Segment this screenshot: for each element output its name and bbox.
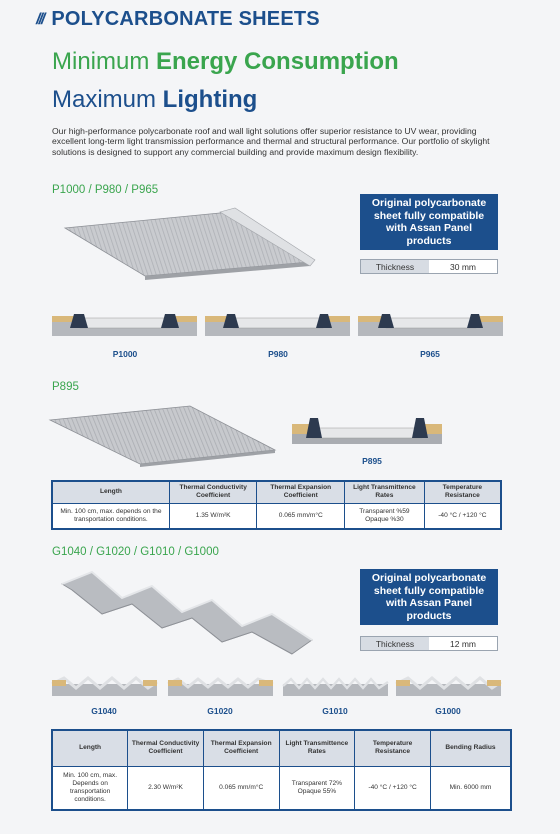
- thickness-value: 12 mm: [450, 638, 476, 649]
- cell-thermal-expansion: 0.065 mm/m°C: [203, 766, 279, 810]
- profile-image-g1000: [396, 676, 501, 698]
- cell-thermal-conductivity: 1.35 W/m²K: [169, 503, 257, 529]
- headline-lighting: [52, 86, 257, 114]
- spec-table-row: [52, 503, 501, 529]
- cell-length: Min. 100 cm, max. depends on the transportation conditions.: [52, 503, 169, 529]
- page-header: [36, 8, 320, 31]
- caption-g1000: G1000: [435, 706, 461, 716]
- headline-lighting-light: Maximum: [52, 86, 163, 113]
- header-thermal-expansion: Thermal Expansion Coefficient: [257, 481, 345, 503]
- profile-image-p980: [205, 310, 350, 340]
- compatibility-box-p-series: Original polycarbonate sheet fully compatible with Assan Panel products: [360, 194, 498, 250]
- section-title-p895: P895: [52, 381, 79, 393]
- section-title-p-series: P1000 / P980 / P965: [52, 184, 159, 196]
- spec-table-p895: [51, 480, 502, 530]
- caption-g1020: G1020: [207, 706, 233, 716]
- headline-energy: [52, 48, 399, 76]
- spec-table-header-row: [52, 481, 501, 503]
- header-thermal-expansion: Thermal Expansion Coefficient: [203, 730, 279, 766]
- caption-p980: P980: [268, 349, 288, 359]
- cell-light-transmittence: Transparent 72% Opaque 55%: [279, 766, 355, 810]
- profile-image-g1010: [283, 676, 388, 698]
- spec-table-g-series: [51, 729, 512, 811]
- thickness-label: Thickness: [361, 260, 429, 273]
- caption-p895: P895: [362, 456, 382, 466]
- profile-image-p1000: [52, 310, 197, 340]
- header-length: Length: [52, 481, 169, 503]
- header-light-transmittence: Light Transmittence Rates: [279, 730, 355, 766]
- headline-energy-light: Minimum: [52, 48, 157, 75]
- thickness-value: 30 mm: [450, 261, 476, 272]
- cell-temperature-resistance: -40 °C / +120 °C: [424, 503, 501, 529]
- profile-image-p965: [358, 310, 503, 340]
- cell-temperature-resistance: -40 °C / +120 °C: [355, 766, 431, 810]
- p-series-sheet-image: [60, 200, 320, 280]
- header-thermal-conductivity: Thermal Conductivity Coefficient: [128, 730, 204, 766]
- compatibility-box-g-series: Original polycarbonate sheet fully compatible with Assan Panel products: [360, 569, 498, 625]
- header-temperature-resistance: Temperature Resistance: [355, 730, 431, 766]
- profile-image-p895: [292, 416, 442, 452]
- intro-paragraph: Our high-performance polycarbonate roof and wall light solutions offer superior resistance to UV wear, providing excellent long-term light transmission performance and thermal and structural performance. Our portfolio of skylight solutions is designed to support any commercial building and provide maximum design flexibility.: [52, 126, 490, 157]
- header-bending-radius: Bending Radius: [430, 730, 511, 766]
- section-title-g-series: G1040 / G1020 / G1010 / G1000: [52, 546, 219, 558]
- thickness-row-p-series: [360, 259, 498, 274]
- p895-sheet-image: [50, 398, 280, 468]
- profile-image-g1040: [52, 676, 157, 698]
- cell-thermal-conductivity: 2.30 W/m²K: [128, 766, 204, 810]
- caption-p1000: P1000: [112, 349, 138, 359]
- headline-energy-bold: Energy Consumption: [156, 48, 399, 75]
- header-thermal-conductivity: Thermal Conductivity Coefficient: [169, 481, 257, 503]
- cell-light-transmittence: Transparent %59 Opaque %30: [345, 503, 425, 529]
- header-length: Length: [52, 730, 128, 766]
- caption-g1010: G1010: [322, 706, 348, 716]
- caption-g1040: G1040: [91, 706, 117, 716]
- thickness-row-g-series: [360, 636, 498, 651]
- headline-lighting-bold: Lighting: [162, 86, 258, 113]
- header-temperature-resistance: Temperature Resistance: [424, 481, 501, 503]
- page-title: POLYCARBONATE SHEETS: [51, 8, 320, 30]
- cell-length: Min. 100 cm, max. Depends on transportation conditions.: [52, 766, 128, 810]
- cell-thermal-expansion: 0.065 mm/m°C: [257, 503, 345, 529]
- profile-image-g1020: [168, 676, 273, 698]
- thickness-label: Thickness: [361, 637, 429, 650]
- header-bars-icon: ///: [36, 10, 44, 28]
- header-light-transmittence: Light Transmittence Rates: [345, 481, 425, 503]
- spec-table-row: [52, 766, 511, 810]
- spec-table-header-row: [52, 730, 511, 766]
- caption-p965: P965: [420, 349, 440, 359]
- g-series-sheet-image: [62, 564, 332, 660]
- cell-bending-radius: Min. 6000 mm: [430, 766, 511, 810]
